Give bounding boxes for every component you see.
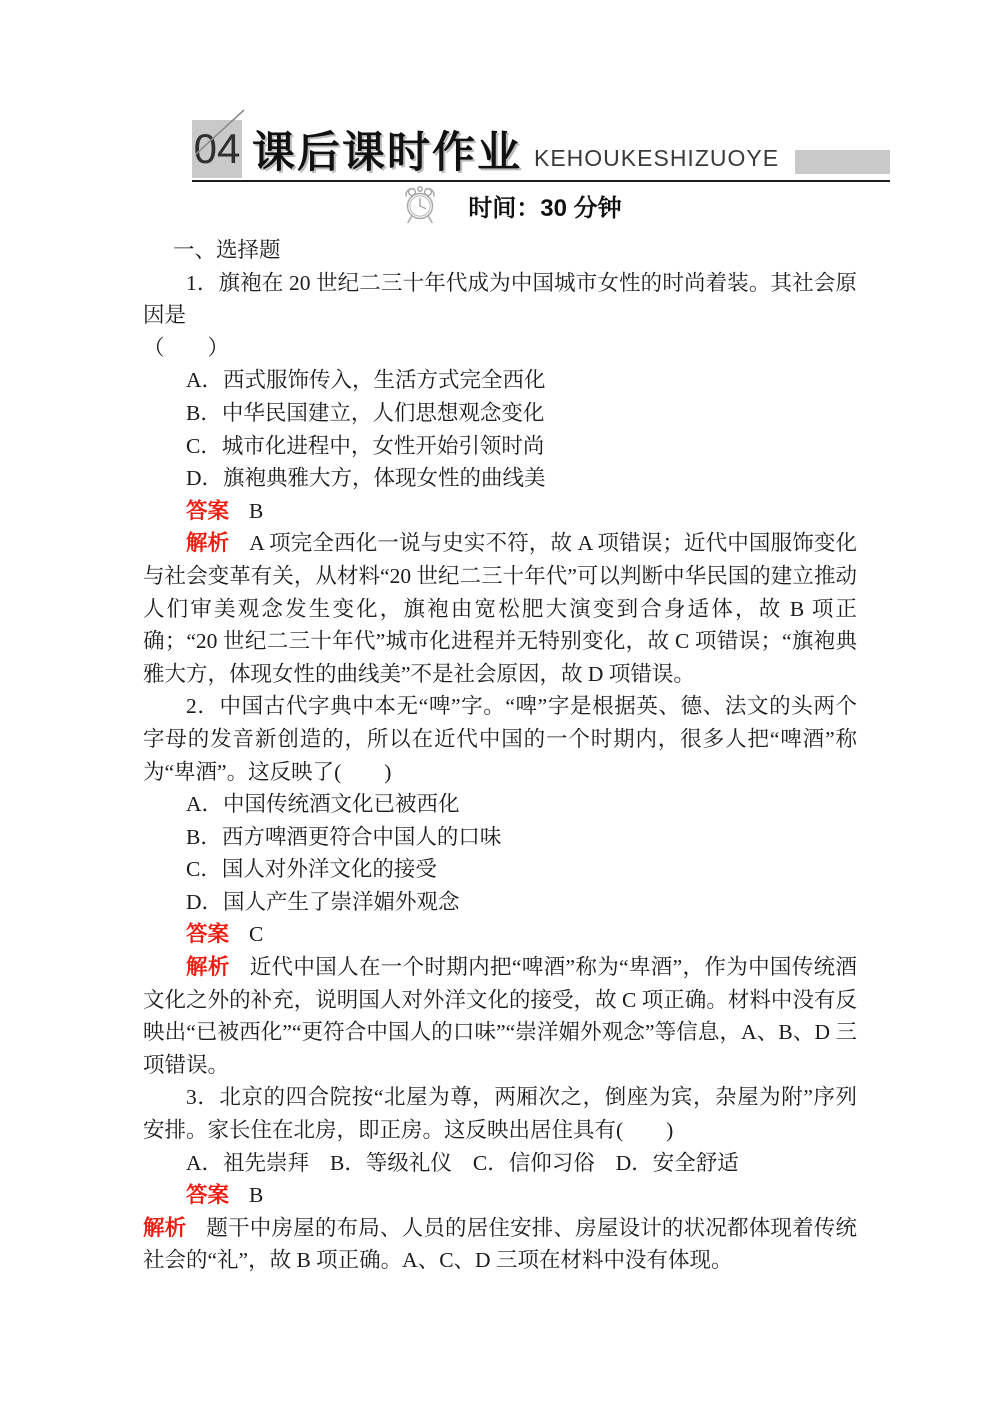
question-1-stem: 1．旗袍在 20 世纪二三十年代成为中国城市女性的时尚着装。其社会原因是 <box>143 270 857 328</box>
page-title-pinyin: KEHOUKESHIZUOYE <box>534 145 780 171</box>
question-1-option-c: C．城市化进程中，女性开始引领时尚 <box>186 433 545 458</box>
question-1 <box>143 267 857 691</box>
answer-label: 答案 <box>186 498 230 523</box>
analysis-label: 解析 <box>186 531 230 556</box>
question-2-stem: 2．中国古代字典中本无“啤”字。“啤”字是根据英、德、法文的头两个字母的发音新创造的，所以在近代中国的一个时期内，很多人把“啤酒”称为“卑酒”。这反映了( ) <box>143 694 857 784</box>
question-2-answer-value: C <box>249 922 264 947</box>
question-3-analysis <box>143 1212 857 1277</box>
question-3-stem: 3．北京的四合院按“北屋为尊，两厢次之，倒座为宾，杂屋为附”序列安排。家长住在北房，即正房。这反映出居住具有( ) <box>143 1085 857 1143</box>
section-number-box <box>192 120 242 178</box>
analysis-label: 解析 <box>143 1215 187 1240</box>
answer-label: 答案 <box>186 1183 230 1208</box>
question-2-answer-line <box>143 918 857 951</box>
question-3-option-a: A．祖先崇拜 <box>186 1150 310 1175</box>
question-1-answer-value: B <box>249 498 264 523</box>
question-1-option-a: A．西式服饰传入，生活方式完全西化 <box>186 368 546 393</box>
header-rule <box>192 180 890 182</box>
diagonal-slash-decoration <box>188 106 250 158</box>
answer-label: 答案 <box>186 922 230 947</box>
question-3-option-c: C．信仰习俗 <box>472 1150 595 1175</box>
header-row <box>192 116 890 178</box>
page-title: 课后课时作业 <box>252 130 522 177</box>
question-3-analysis-text: 题干中房屋的布局、人员的居住安排、房屋设计的状况都体现着传统社会的“礼”，故 B 项正确。A、C、D 三项在材料中没有体现。 <box>143 1215 857 1273</box>
question-2-option-c: C．国人对外洋文化的接受 <box>186 857 437 882</box>
question-2-analysis <box>143 951 857 1081</box>
question-2 <box>143 690 857 1081</box>
section-number: 04 <box>193 125 241 172</box>
question-2-analysis-text: 近代中国人在一个时期内把“啤酒”称为“卑酒”，作为中国传统酒文化之外的补充，说明国人对外洋文化的接受，故 C 项正确。材料中没有反映出“已被西化”“更符合中国人的口味”“崇洋媚外观念”等信息，A、B、D 三项错误。 <box>143 955 857 1077</box>
alarm-clock-icon <box>402 184 438 226</box>
question-1-answer-blank: （ ） <box>143 335 230 360</box>
section-heading: 一、选择题 <box>173 238 281 262</box>
question-1-option-b: B．中华民国建立，人们思想观念变化 <box>186 400 545 425</box>
question-1-answer-line <box>143 495 857 528</box>
question-3-answer-value: B <box>249 1183 264 1208</box>
question-3-option-d: D．安全舒适 <box>615 1150 739 1175</box>
question-2-option-b: B．西方啤酒更符合中国人的口味 <box>186 824 502 849</box>
question-3 <box>143 1081 857 1277</box>
analysis-label: 解析 <box>186 955 230 980</box>
question-2-option-a: A．中国传统酒文化已被西化 <box>186 792 460 817</box>
question-1-analysis <box>143 527 857 690</box>
worksheet-header <box>192 116 890 182</box>
question-3-option-b: B．等级礼仪 <box>330 1150 452 1175</box>
time-limit-text: 时间：30 分钟 <box>468 194 622 222</box>
question-1-analysis-text: A 项完全西化一说与史实不符，故 A 项错误；近代中国服饰变化与社会变革有关，从材料“20 世纪二三十年代”可以判断中华民国的建立推动人们审美观念发生变化，旗袍由宽松肥大演变到合身适体，故 B 项正确；“20 世纪二三十年代”城市化进程并无特别变化，故 C 项错误；“旗袍典雅大方，体现女性的曲线美”不是社会原因，故 D 项错误。 <box>143 531 857 686</box>
question-2-option-d: D．国人产生了崇洋媚外观念 <box>186 889 460 914</box>
worksheet-body <box>143 234 857 1277</box>
question-1-option-d: D．旗袍典雅大方，体现女性的曲线美 <box>186 466 546 491</box>
question-3-answer-line <box>143 1179 857 1212</box>
question-3-options-row <box>143 1147 857 1180</box>
time-limit-row <box>143 184 857 226</box>
header-decoration-bar <box>795 150 890 174</box>
